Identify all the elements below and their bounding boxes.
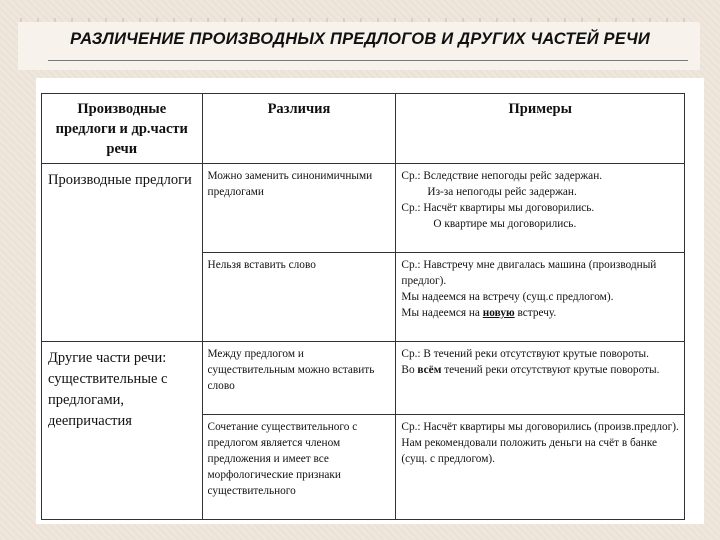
title-divider: [48, 60, 688, 61]
table-row: [42, 342, 685, 415]
example-cell: [396, 164, 685, 253]
emphasized-word: всём: [417, 364, 442, 376]
group-other-parts-of-speech: Другие части речи: существительные с предлогами, деепричастия: [42, 342, 203, 520]
example-line: Ср.: Насчёт квартиры мы договорились.: [401, 202, 595, 214]
example-line: Ср.: В течений реки отсутствуют крутые повороты.: [401, 348, 649, 360]
example-line: Ср.: Вследствие непогоды рейс задержан.: [401, 170, 603, 182]
diff-cell: Сочетание существительного с предлогом является членом предложения и имеет все морфологические признаки существительного: [202, 415, 396, 520]
example-line: [401, 362, 679, 378]
example-line: Из-за непогоды рейс задержан.: [427, 186, 577, 198]
example-line: О квартире мы договорились.: [433, 218, 577, 230]
example-text: встречу.: [514, 307, 557, 319]
table-row: [42, 164, 685, 253]
comparison-table: [41, 93, 685, 520]
header-col2: Различия: [202, 94, 396, 164]
group-derived-prepositions: Производные предлоги: [42, 164, 203, 342]
diff-cell: Нельзя вставить слово: [202, 253, 396, 342]
example-line: Ср.: Насчёт квартиры мы договорились (произв.предлог).: [401, 421, 679, 433]
example-line: Нам рекомендовали положить деньги на счёт в банке (сущ. с предлогом).: [401, 437, 658, 465]
table-header-row: [42, 94, 685, 164]
example-cell: [396, 415, 685, 520]
header-col1: Производные предлоги и др.части речи: [42, 94, 203, 164]
example-cell: [396, 342, 685, 415]
diff-cell: Можно заменить синонимичными предлогами: [202, 164, 396, 253]
example-cell: [396, 253, 685, 342]
example-line: [401, 305, 679, 321]
page-title: РАЗЛИЧЕНИЕ ПРОИЗВОДНЫХ ПРЕДЛОГОВ И ДРУГИХ ЧАСТЕЙ РЕЧИ: [70, 30, 650, 48]
example-text: Мы надеемся на: [401, 307, 483, 319]
example-line: Мы надеемся на встречу (сущ.с предлогом).: [401, 291, 614, 303]
example-line: Ср.: Навстречу мне двигалась машина (производный предлог).: [401, 259, 657, 287]
example-text: течений реки отсутствуют крутые повороты.: [441, 364, 660, 376]
example-text: Во: [401, 364, 418, 376]
header-col3: Примеры: [396, 94, 685, 164]
emphasized-word: новую: [482, 307, 515, 319]
diff-cell: Между предлогом и существительным можно вставить слово: [202, 342, 396, 415]
